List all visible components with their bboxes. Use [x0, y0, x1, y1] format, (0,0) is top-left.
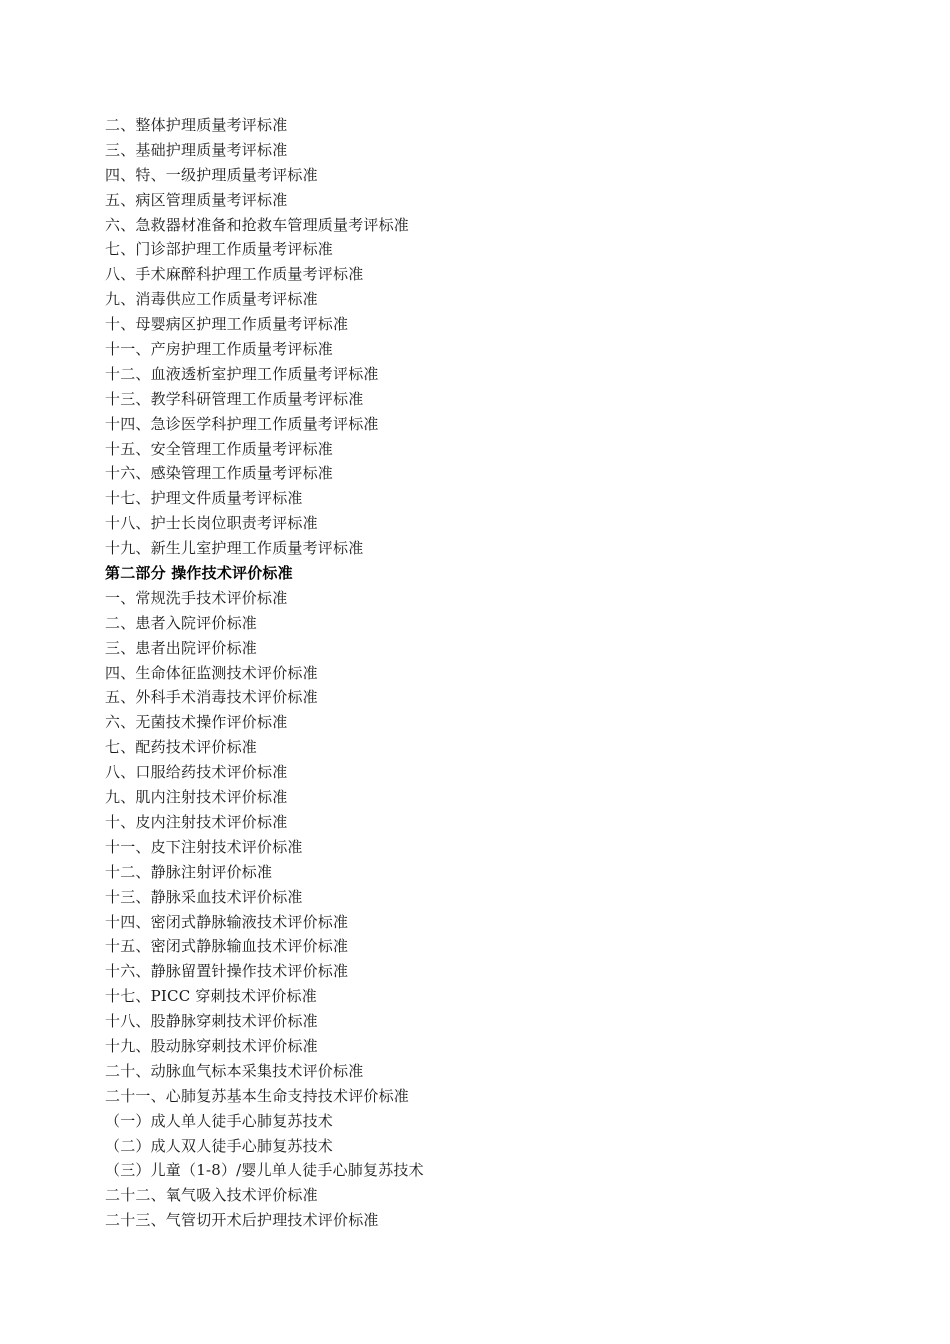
toc-item: 二、患者入院评价标准: [105, 613, 258, 632]
toc-item: 五、外科手术消毒技术评价标准: [105, 688, 318, 707]
toc-item: 三、基础护理质量考评标准: [105, 140, 288, 159]
toc-item: 四、特、一级护理质量考评标准: [105, 165, 318, 184]
toc-item: 八、手术麻醉科护理工作质量考评标准: [105, 265, 364, 284]
toc-item: 十二、血液透析室护理工作质量考评标准: [105, 364, 379, 383]
toc-item: 三、患者出院评价标准: [105, 638, 258, 657]
toc-item: 十三、静脉采血技术评价标准: [105, 887, 303, 906]
part1-list: [105, 113, 424, 561]
toc-item: 七、配药技术评价标准: [105, 738, 258, 757]
toc-item: 二十三、气管切开术后护理技术评价标准: [105, 1211, 379, 1230]
toc-item: 十一、皮下注射技术评价标准: [105, 837, 303, 856]
toc-item: 四、生命体征监测技术评价标准: [105, 663, 318, 682]
table-of-contents: [105, 113, 424, 1233]
toc-item: 十四、密闭式静脉输液技术评价标准: [105, 912, 349, 931]
toc-item: 八、口服给药技术评价标准: [105, 763, 288, 782]
toc-item: 十八、护士长岗位职责考评标准: [105, 514, 318, 533]
toc-item: 二十一、心肺复苏基本生命支持技术评价标准: [105, 1086, 410, 1105]
toc-item: 十五、密闭式静脉输血技术评价标准: [105, 937, 349, 956]
toc-item: 九、肌内注射技术评价标准: [105, 788, 288, 807]
toc-item: 一、常规洗手技术评价标准: [105, 588, 288, 607]
toc-item: 十一、产房护理工作质量考评标准: [105, 340, 334, 359]
toc-item: 十七、护理文件质量考评标准: [105, 489, 303, 508]
toc-item: 十九、股动脉穿刺技术评价标准: [105, 1036, 318, 1055]
part2-list: [105, 586, 424, 1233]
toc-item: 十、皮内注射技术评价标准: [105, 812, 288, 831]
toc-item: 十、母婴病区护理工作质量考评标准: [105, 315, 349, 334]
toc-item: 十六、感染管理工作质量考评标准: [105, 464, 334, 483]
toc-item: 十三、教学科研管理工作质量考评标准: [105, 389, 364, 408]
toc-item: 十五、安全管理工作质量考评标准: [105, 439, 334, 458]
toc-subitem: （一）成人单人徒手心肺复苏技术: [105, 1111, 334, 1130]
toc-item: 六、急救器材准备和抢救车管理质量考评标准: [105, 215, 410, 234]
toc-item: 二十、动脉血气标本采集技术评价标准: [105, 1061, 364, 1080]
toc-subitem: （三）儿童（1-8）/婴儿单人徒手心肺复苏技术: [105, 1161, 424, 1180]
toc-item: 七、门诊部护理工作质量考评标准: [105, 240, 334, 259]
toc-item: 十二、静脉注射评价标准: [105, 862, 273, 881]
toc-item: 十六、静脉留置针操作技术评价标准: [105, 962, 349, 981]
toc-subitem: （二）成人双人徒手心肺复苏技术: [105, 1136, 334, 1155]
toc-item: 九、消毒供应工作质量考评标准: [105, 290, 318, 309]
toc-item: 二、整体护理质量考评标准: [105, 116, 288, 134]
toc-item: 十八、股静脉穿刺技术评价标准: [105, 1012, 318, 1031]
toc-item: 六、无菌技术操作评价标准: [105, 713, 288, 732]
toc-item: 十四、急诊医学科护理工作质量考评标准: [105, 414, 379, 433]
toc-item: 五、病区管理质量考评标准: [105, 190, 288, 209]
toc-item: 二十二、氧气吸入技术评价标准: [105, 1186, 318, 1205]
section-heading-part2: 第二部分 操作技术评价标准: [105, 564, 293, 583]
toc-item: 十七、PICC 穿刺技术评价标准: [105, 987, 317, 1006]
toc-item: 十九、新生儿室护理工作质量考评标准: [105, 539, 364, 558]
